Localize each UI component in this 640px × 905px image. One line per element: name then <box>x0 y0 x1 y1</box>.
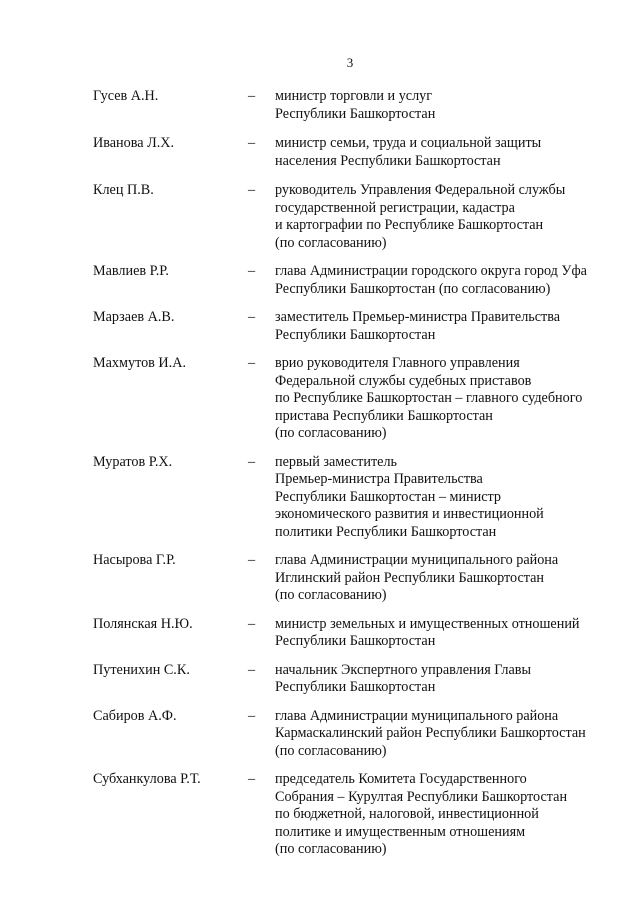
position-line: Республики Башкортостан <box>275 633 436 649</box>
member-name: Муратов Р.Х. <box>93 453 173 470</box>
position-line: министр земельных и имущественных отношений <box>275 615 580 632</box>
dash-separator: – <box>248 135 256 151</box>
position-line: Кармаскалинский район Республики Башкортостан <box>275 725 586 741</box>
member-name: Сабиров А.Ф. <box>93 707 177 724</box>
position-line: начальник Экспертного управления Главы <box>275 661 532 678</box>
position-line: министр семьи, труда и социальной защиты <box>275 135 542 151</box>
member-position <box>275 182 623 252</box>
list-item <box>93 708 623 761</box>
dash-separator: – <box>248 453 256 470</box>
position-line: населения Республики Башкортостан <box>275 152 501 169</box>
list-item <box>93 552 623 605</box>
member-name: Мавлиев Р.Р. <box>93 263 169 279</box>
member-position <box>275 771 623 859</box>
position-line: экономического развития и инвестиционной <box>275 506 544 522</box>
member-name: Махмутов И.А. <box>93 355 187 371</box>
list-item <box>93 662 623 697</box>
list-item <box>93 616 623 651</box>
position-line: глава Администрации городского округа город Уфа <box>275 263 587 279</box>
position-line: первый заместитель <box>275 453 398 470</box>
member-position <box>275 552 623 605</box>
member-position <box>275 454 623 542</box>
dash-separator: – <box>248 263 256 279</box>
position-line: по бюджетной, налоговой, инвестиционной <box>275 806 539 822</box>
member-position <box>275 88 623 123</box>
position-line: Республики Башкортостан <box>275 679 436 695</box>
list-item <box>93 355 623 443</box>
dash-separator: – <box>248 707 256 724</box>
position-line: пристава Республики Башкортостан <box>275 407 493 424</box>
position-line: глава Администрации муниципального района <box>275 552 559 568</box>
page-number: 3 <box>346 55 354 70</box>
list-item <box>93 135 623 170</box>
position-line: политике и имущественным отношениям <box>275 823 526 840</box>
dash-separator: – <box>248 309 256 325</box>
member-name: Иванова Л.Х. <box>93 135 175 151</box>
member-name: Путенихин С.К. <box>93 661 190 678</box>
position-line: председатель Комитета Государственного <box>275 771 527 787</box>
dash-separator: – <box>248 615 256 632</box>
member-position <box>275 616 623 651</box>
list-item <box>93 309 623 344</box>
position-line: (по согласованию) <box>275 841 387 857</box>
position-line: Собрания – Курултая Республики Башкортостан <box>275 788 568 805</box>
position-line: политики Республики Башкортостан <box>275 523 497 540</box>
position-line: заместитель Премьер-министра Правительства <box>275 309 561 325</box>
list-item <box>93 88 623 123</box>
member-name: Субханкулова Р.Т. <box>93 771 201 787</box>
dash-separator: – <box>248 182 256 198</box>
position-line: руководитель Управления Федеральной службы <box>275 182 566 198</box>
position-line: по Республике Башкортостан – главного судебного <box>275 390 583 406</box>
position-line: и картографии по Республике Башкортостан <box>275 217 544 233</box>
member-name: Марзаев А.В. <box>93 309 175 325</box>
member-position <box>275 708 623 761</box>
dash-separator: – <box>248 661 256 678</box>
member-name: Клец П.В. <box>93 182 154 198</box>
member-position <box>275 263 623 298</box>
position-line: глава Администрации муниципального района <box>275 707 559 724</box>
position-line: Республики Башкортостан <box>275 105 436 122</box>
list-item <box>93 263 623 298</box>
position-line: министр торговли и услуг <box>275 88 433 104</box>
dash-separator: – <box>248 552 256 568</box>
position-line: (по согласованию) <box>275 587 387 603</box>
position-line: (по согласованию) <box>275 742 387 759</box>
position-line: врио руководителя Главного управления <box>275 355 520 371</box>
position-line: (по согласованию) <box>275 234 387 251</box>
member-name: Гусев А.Н. <box>93 88 159 104</box>
dash-separator: – <box>248 771 256 787</box>
list-item <box>93 454 623 542</box>
position-line: Республики Башкортостан (по согласованию) <box>275 280 551 297</box>
position-line: Премьер-министра Правительства <box>275 471 483 487</box>
member-position <box>275 135 623 170</box>
dash-separator: – <box>248 88 256 104</box>
position-line: Федеральной службы судебных приставов <box>275 372 532 389</box>
position-line: Республики Башкортостан – министр <box>275 488 501 505</box>
position-line: государственной регистрации, кадастра <box>275 199 515 216</box>
member-position <box>275 355 623 443</box>
member-name: Полянская Н.Ю. <box>93 615 193 632</box>
position-line: Иглинский район Республики Башкортостан <box>275 569 545 586</box>
list-item <box>93 182 623 252</box>
member-position <box>275 662 623 697</box>
member-position <box>275 309 623 344</box>
position-line: (по согласованию) <box>275 425 387 441</box>
member-name: Насырова Г.Р. <box>93 552 176 568</box>
position-line: Республики Башкортостан <box>275 326 436 343</box>
member-list <box>93 88 623 859</box>
dash-separator: – <box>248 355 256 371</box>
list-item <box>93 771 623 859</box>
